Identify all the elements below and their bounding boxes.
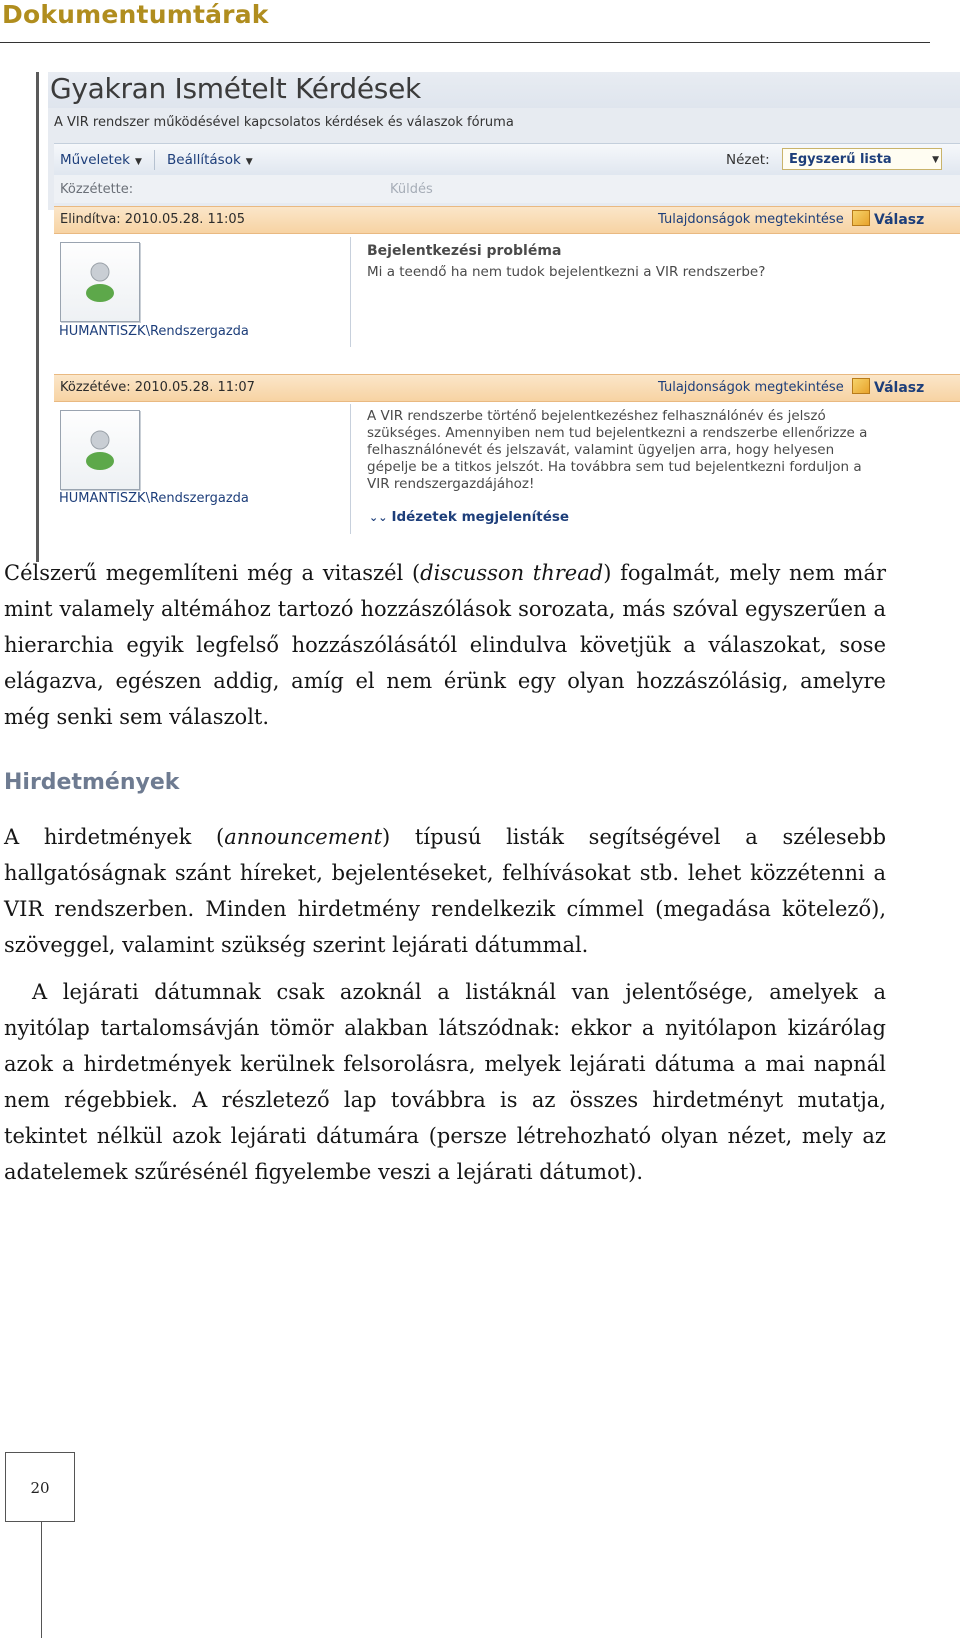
posted-by-row — [54, 175, 960, 203]
chevron-down-icon: ▼ — [134, 157, 142, 167]
paragraph-text: ) típusú listák segítségével a szélesebb hallgatóságnak szánt híreket, bejelentéseket, felhívásokat stb. lehet közzétenni a VIR rendszerben. Minden hirdetmény rendelkezik címmel (megadása kötelező), szöveggel, valamint szükség szerint lejárati dátummal. — [4, 825, 887, 957]
toolbar-divider — [154, 150, 155, 170]
paragraph-expiry-date: A lejárati dátumnak csak azoknál a listáknál van jelentősége, amelyek a nyitólap tartalomsávján tömör alakban látszódnak: ekkor a nyitólapon kizárólag azok a hirdetmények kerülnek felsorolásra, melyek lejárati dátuma a mai napnál nem régebbiek. A részletező lap továbbra is az összes hirdetményt mutatja, tekintet nélkül azok lejárati dátumára (persze létrehozható olyan nézet, mely az adatelemek szűrésénél figyelembe veszi a lejárati dátumot). — [4, 980, 886, 1184]
list-title-bar — [48, 72, 960, 108]
section-heading: Hirdetmények — [4, 770, 180, 795]
page-number: 20 — [30, 1479, 50, 1497]
view-select[interactable] — [782, 148, 942, 170]
view-properties-link[interactable]: Tulajdonságok megtekintése — [658, 380, 844, 395]
paragraph-announcements — [4, 819, 886, 963]
post-body-line: gépelje be a titkos jelszót. Ha továbbra sem tud bejelentkezni forduljon a — [367, 459, 862, 475]
paragraph-discussion-thread — [4, 555, 886, 735]
double-chevron-down-icon: ⌄⌄ — [369, 511, 388, 524]
post-body: Mi a teendő ha nem tudok bejelentkezni a VIR rendszerbe? — [367, 264, 766, 280]
avatar — [60, 242, 140, 322]
view-label: Nézet: — [726, 152, 770, 168]
term-italic: discusson thread — [420, 561, 604, 585]
settings-menu[interactable] — [167, 152, 253, 168]
user-icon — [83, 257, 117, 303]
post-author[interactable]: HUMANTISZK\Rendszergazda — [59, 324, 249, 339]
paragraph-text: Célszerű megemlíteni még a vitaszél ( — [4, 561, 421, 585]
reply-button-label: Válasz — [874, 380, 925, 396]
post-body-line: A VIR rendszerbe történő bejelentkezéshez felhasználónév és jelszó — [367, 408, 826, 424]
post-body-line: felhasználónevét és jelszavát, valamint ügyeljen arra, hogy helyesen — [367, 442, 835, 458]
list-title: Gyakran Ismételt Kérdések — [50, 72, 421, 105]
post-header-bar — [54, 206, 960, 234]
chapter-title: Dokumentumtárak — [2, 0, 269, 29]
posted-by-label: Közzétette: — [60, 182, 134, 197]
list-toolbar — [54, 143, 960, 177]
user-icon — [83, 425, 117, 471]
page-number-line — [41, 1522, 42, 1638]
post-subject: Bejelentkezési probléma — [367, 243, 562, 259]
reply-button[interactable] — [852, 210, 924, 228]
actions-menu-label: Műveletek — [60, 152, 130, 168]
post-body — [367, 408, 947, 493]
chevron-down-icon: ▼ — [932, 155, 939, 165]
post-header-bar — [54, 374, 960, 402]
post-date: Közzétéve: 2010.05.28. 11:07 — [60, 380, 255, 395]
page-header — [0, 0, 930, 43]
post-body-line: szükséges. Amennyiben nem tud bejelentkezni a rendszerbe ellenőrizze a — [367, 425, 868, 441]
list-description-bar — [48, 108, 960, 138]
view-select-value: Egyszerű lista — [789, 152, 892, 167]
reply-icon — [852, 210, 870, 226]
term-italic: announcement — [224, 825, 383, 849]
actions-menu[interactable] — [60, 152, 142, 168]
show-quotes-link[interactable] — [369, 509, 569, 525]
reply-button[interactable] — [852, 378, 924, 396]
post-date: Elindítva: 2010.05.28. 11:05 — [60, 212, 245, 227]
chevron-down-icon: ▼ — [245, 157, 253, 167]
post-author[interactable]: HUMANTISZK\Rendszergazda — [59, 491, 249, 506]
list-description: A VIR rendszer működésével kapcsolatos kérdések és válaszok fóruma — [54, 115, 514, 130]
paragraph-text: ) fogalmát, mely nem már mint valamely altémához tartozó hozzászólások sorozata, más szóval egyszerűen a hierarchia egyik legfelső hozzászólásától elindulva követjük a válaszokat, sose elágazva, egészen addig, amíg el nem érünk egy olyan hozzászólásig, amelyre még senki sem válaszolt. — [4, 561, 887, 729]
forum-screenshot — [36, 72, 960, 562]
post-body-line: VIR rendszergazdájához! — [367, 476, 535, 492]
reply-icon — [852, 378, 870, 394]
show-quotes-label: Idézetek megjelenítése — [391, 509, 570, 525]
paragraph-text: A hirdetmények ( — [4, 825, 225, 849]
view-properties-link[interactable]: Tulajdonságok megtekintése — [658, 212, 844, 227]
send-column-label: Küldés — [390, 182, 433, 197]
avatar — [60, 410, 140, 490]
settings-menu-label: Beállítások — [167, 152, 241, 168]
page-number-box — [5, 1452, 75, 1522]
reply-button-label: Válasz — [874, 212, 925, 228]
post-divider — [350, 404, 351, 534]
post-divider — [350, 237, 351, 347]
